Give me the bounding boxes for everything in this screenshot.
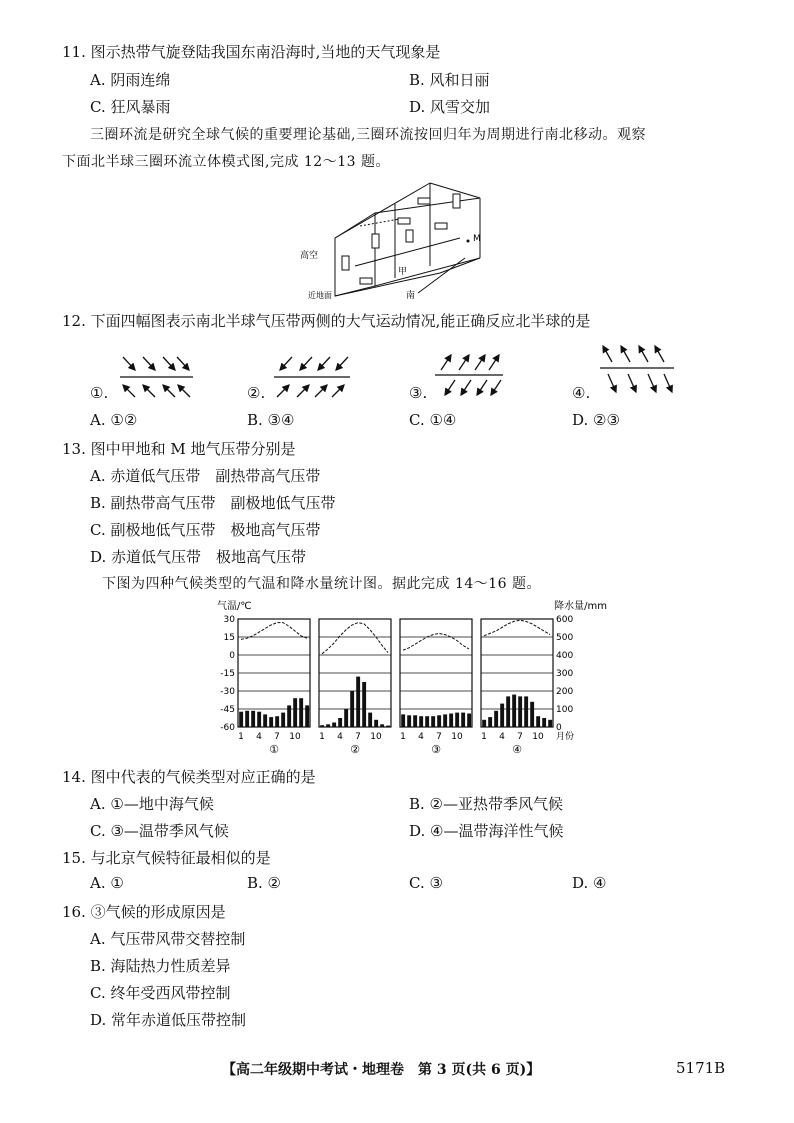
precip-bar (494, 711, 498, 727)
month-tick-label: 4 (256, 732, 262, 742)
fig1-south-label: 南 (406, 291, 416, 301)
q16-option-c: C. 终年受西风带控制 (90, 984, 231, 1002)
precip-bar (251, 711, 255, 727)
temp-line (403, 633, 469, 650)
precip-tick-label: 0 (556, 723, 562, 733)
precip-bar (344, 709, 348, 727)
paper-code: 5171B (676, 1059, 726, 1077)
month-tick-label: 7 (517, 732, 523, 742)
temp-line (484, 620, 550, 636)
q15-stem: 15. 与北京气候特征最相似的是 (62, 849, 271, 867)
q14-option-a: A. ①—地中海气候 (90, 795, 214, 813)
q14-option-b: B. ②—亚热带季风气候 (409, 795, 564, 813)
month-tick-label: 4 (499, 732, 505, 742)
temp-tick-label: -15 (220, 669, 235, 679)
intro1-line1: 三圈环流是研究全球气候的重要理论基础,三圈环流按回归年为周期进行南北移动。观察 (90, 127, 646, 143)
month-tick-label: 7 (274, 732, 280, 742)
temp-tick-label: 30 (223, 615, 235, 625)
q11-stem: 11. 图示热带气旋登陆我国东南沿海时,当地的天气现象是 (62, 43, 441, 61)
precip-bar (488, 717, 492, 727)
precip-bar (443, 714, 447, 727)
precip-bar (281, 713, 285, 727)
q12-figure-4-label: ④. (572, 384, 591, 402)
precip-bar (407, 715, 411, 727)
precip-bar (431, 716, 435, 727)
q12-figure-2-label: ②. (247, 384, 266, 402)
precip-bar (269, 717, 273, 727)
month-tick-label: 4 (418, 732, 424, 742)
fig1-high-label: 高空 (300, 251, 319, 261)
precip-bar (536, 716, 540, 727)
precip-tick-label: 200 (556, 687, 574, 697)
month-tick-label: 10 (289, 732, 301, 742)
temp-line (322, 623, 388, 654)
temp-tick-label: -30 (220, 687, 235, 697)
temp-tick-label: 0 (229, 651, 235, 661)
precip-bar (548, 720, 552, 727)
q14-option-c: C. ③—温带季风气候 (90, 822, 229, 840)
q15-option-c: C. ③ (409, 874, 443, 892)
precip-bar (338, 718, 342, 727)
precip-bar (455, 713, 459, 727)
precip-bar (305, 705, 309, 727)
precip-bar (293, 698, 297, 727)
month-tick-label: 10 (370, 732, 382, 742)
q12-option-d: D. ②③ (572, 411, 620, 429)
precip-bar (350, 691, 354, 727)
q13-option-d: D. 赤道低气压带 极地高气压带 (90, 548, 307, 566)
q12-option-a: A. ①② (90, 411, 138, 429)
q11-option-a: A. 阴雨连绵 (90, 71, 171, 89)
month-tick-label: 1 (319, 732, 325, 742)
precip-bar (413, 715, 417, 727)
precip-bar (275, 716, 279, 727)
q11-option-d: D. 风雪交加 (409, 98, 491, 116)
precip-bar (461, 713, 465, 727)
q14-option-d: D. ④—温带海洋性气候 (409, 822, 564, 840)
month-tick-label: 7 (355, 732, 361, 742)
q14-stem: 14. 图中代表的气候类型对应正确的是 (62, 768, 316, 786)
month-tick-label: 1 (481, 732, 487, 742)
temp-tick-label: 15 (223, 633, 235, 643)
precip-tick-label: 600 (556, 615, 574, 625)
q16-option-a: A. 气压带风带交替控制 (90, 930, 246, 948)
precip-tick-label: 400 (556, 651, 574, 661)
chart-label: ③ (431, 743, 441, 756)
fig1-low-label: 近地面 (308, 291, 332, 300)
precip-bar (425, 716, 429, 727)
precip-tick-label: 500 (556, 633, 574, 643)
climate-charts (215, 597, 610, 762)
precip-axis-title: 降水量/mm (554, 601, 607, 612)
fig1-m-label: M (473, 234, 481, 244)
precip-bar (419, 716, 423, 727)
precip-bar (518, 696, 522, 727)
precip-bar (362, 682, 366, 727)
q15-option-a: A. ① (90, 874, 124, 892)
precip-bar (449, 714, 453, 728)
precip-bar (500, 704, 504, 727)
precip-bar (245, 711, 249, 727)
precip-bar (482, 720, 486, 727)
intro2: 下图为四种气候类型的气温和降水量统计图。据此完成 14～16 题。 (102, 576, 542, 592)
q12-option-c: C. ①④ (409, 411, 457, 429)
q11-option-b: B. 风和日丽 (409, 71, 490, 89)
chart-label: ② (350, 743, 360, 756)
q12-diagram-4 (598, 340, 676, 398)
q12-stem: 12. 下面四幅图表示南北半球气压带两侧的大气运动情况,能正确反应北半球的是 (62, 312, 591, 330)
q13-option-b: B. 副热带高气压带 副极地低气压带 (90, 494, 336, 512)
precip-bar (401, 714, 405, 727)
precip-tick-label: 100 (556, 705, 574, 715)
month-tick-label: 7 (436, 732, 442, 742)
q12-diagram-1 (115, 352, 195, 402)
q15-option-d: D. ④ (572, 874, 607, 892)
precip-bar (326, 724, 330, 727)
precip-bar (542, 718, 546, 727)
q16-option-b: B. 海陆热力性质差异 (90, 957, 231, 975)
precip-bar (386, 726, 390, 727)
precip-bar (332, 723, 336, 728)
precip-bar (512, 695, 516, 727)
precip-bar (356, 677, 360, 727)
q13-option-c: C. 副极地低气压带 极地高气压带 (90, 521, 321, 539)
temp-axis-title: 气温/℃ (217, 601, 252, 612)
precip-bar (299, 698, 303, 727)
fig1-jia-label: 甲 (398, 267, 408, 277)
precip-bar (530, 702, 534, 727)
precip-bar (257, 712, 261, 727)
q13-option-a: A. 赤道低气压带 副热带高气压带 (90, 467, 321, 485)
precip-bar (287, 705, 291, 727)
precip-bar (320, 725, 324, 727)
q12-figure-1-label: ①. (90, 384, 109, 402)
three-cell-circulation-figure (300, 178, 500, 303)
month-tick-label: 10 (532, 732, 544, 742)
q12-diagram-2 (272, 352, 352, 402)
precip-bar (506, 696, 510, 727)
month-tick-label: 10 (451, 732, 463, 742)
q15-option-b: B. ② (247, 874, 282, 892)
temp-tick-label: -45 (220, 705, 235, 715)
q12-figure-3-label: ③. (409, 384, 428, 402)
precip-bar (380, 724, 384, 727)
precip-bar (374, 720, 378, 727)
precip-bar (524, 696, 528, 727)
chart-label: ④ (512, 743, 522, 756)
q16-stem: 16. ③气候的形成原因是 (62, 903, 226, 921)
precip-bar (368, 713, 372, 727)
q12-option-b: B. ③④ (247, 411, 295, 429)
q16-option-d: D. 常年赤道低压带控制 (90, 1011, 247, 1029)
month-tick-label: 4 (337, 732, 343, 742)
q13-stem: 13. 图中甲地和 M 地气压带分别是 (62, 440, 296, 458)
month-tick-label: 1 (400, 732, 406, 742)
intro1-line2: 下面北半球三圈环流立体模式图,完成 12～13 题。 (62, 154, 390, 170)
precip-bar (239, 712, 243, 727)
precip-tick-label: 300 (556, 669, 574, 679)
page-footer: 【高二年级期中考试・地理卷 第 3 页(共 6 页)】 (222, 1062, 541, 1078)
x-axis-title: 月份 (556, 732, 575, 742)
q12-diagram-3 (433, 350, 505, 400)
temp-tick-label: -60 (220, 723, 235, 733)
chart-label: ① (269, 743, 279, 756)
precip-bar (263, 714, 267, 727)
month-tick-label: 1 (238, 732, 244, 742)
precip-bar (467, 714, 471, 728)
precip-bar (437, 715, 441, 727)
q11-option-c: C. 狂风暴雨 (90, 98, 171, 116)
